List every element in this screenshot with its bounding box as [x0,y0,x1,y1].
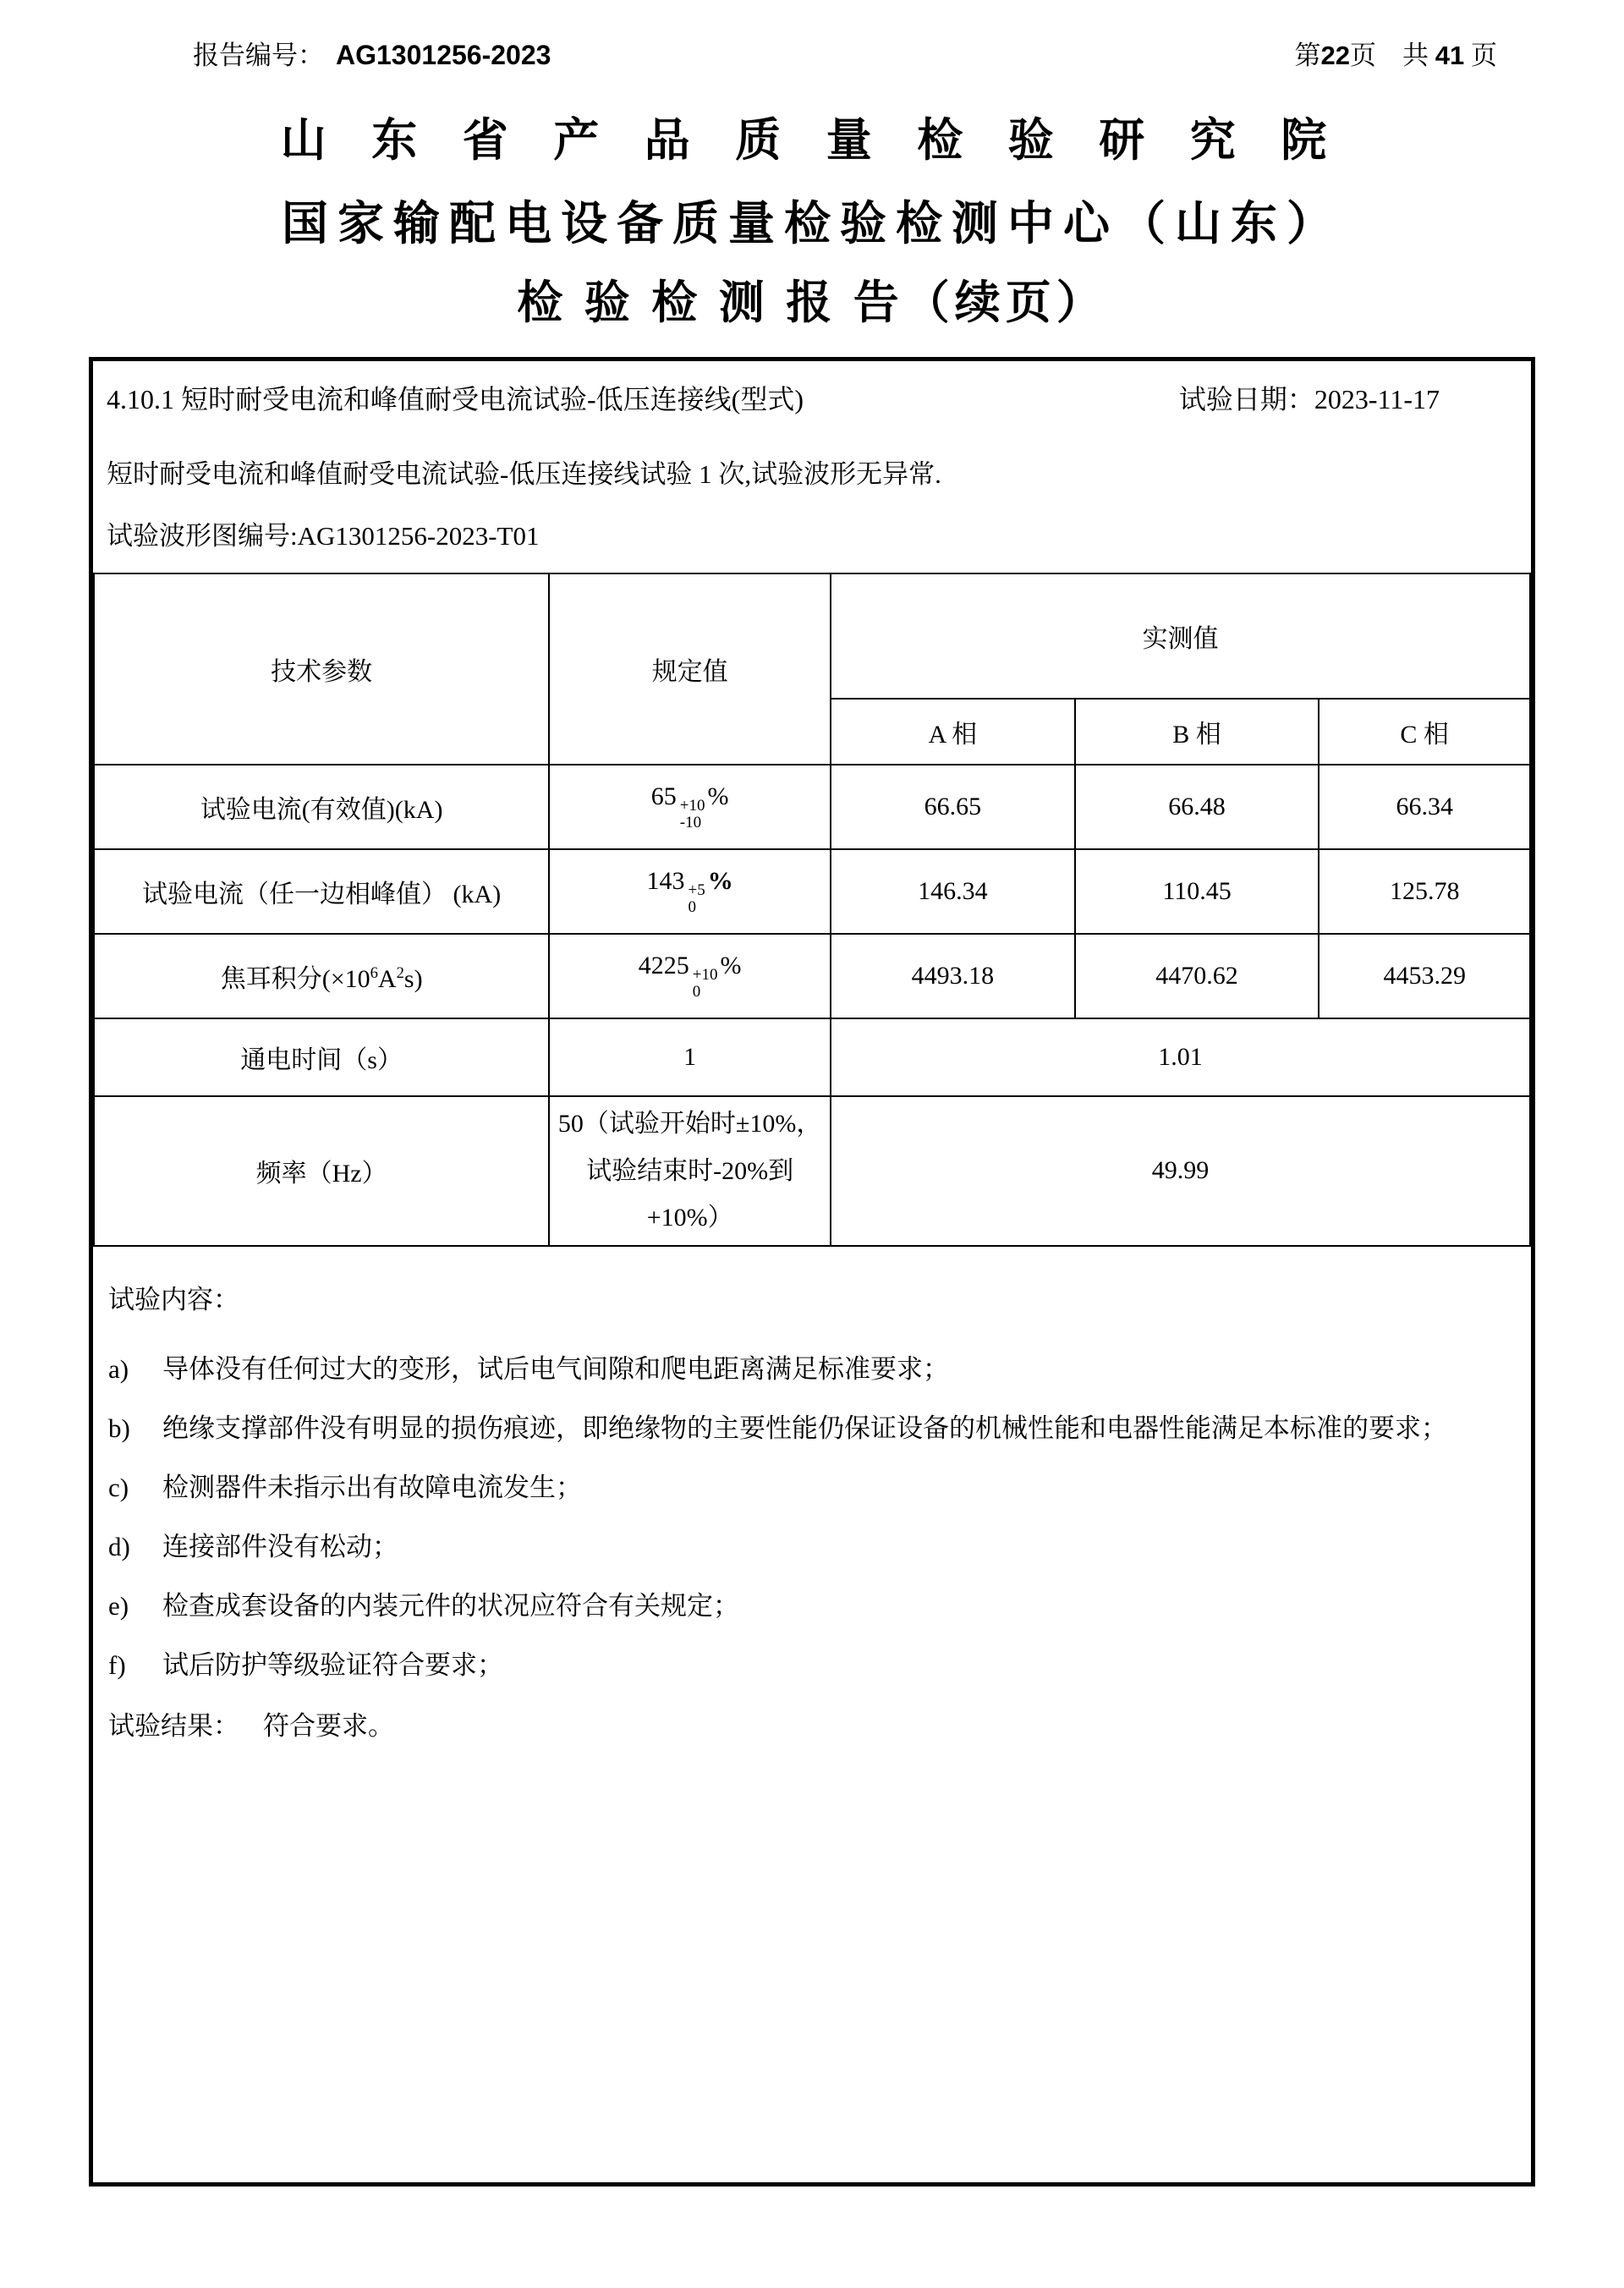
content-heading: 试验内容： [108,1284,239,1314]
page-total: 41 [1435,41,1465,70]
spec-joule: 4225 +10 0 % [549,934,831,1018]
header-phase-c: C 相 [1319,699,1530,765]
title-block [0,104,1624,332]
waveform-number: 试验波形图编号:AG1301256-2023-T01 [107,521,540,551]
value-current-rms-a: 66.65 [831,765,1075,849]
test-content-section [93,1247,1531,1756]
value-joule-a: 4493.18 [831,934,1075,1018]
page-suffix: 页 [1464,41,1497,70]
tolerance-stack: +5 0 [688,881,705,916]
value-joule-b: 4470.62 [1075,934,1320,1018]
list-item [108,1458,1514,1517]
list-item [108,1636,1514,1695]
item-label: f) [108,1649,126,1680]
section-heading-row [93,361,1531,417]
document-header [0,0,1624,72]
report-number-label: 报告编号： [193,41,324,70]
list-item [108,1577,1514,1636]
institute-title: 山 东 省 产 品 质 量 检 验 研 究 院 [280,115,1344,166]
section-heading: 4.10.1 短时耐受电流和峰值耐受电流试验-低压连接线(型式) [107,384,804,414]
table-row-current-peak [94,849,1530,934]
spec-frequency: 50（试验开始时±10%，试验结束时-20%到+10%） [549,1096,831,1246]
test-summary: 短时耐受电流和峰值耐受电流试验-低压连接线试验 1 次,试验波形无异常. [107,459,941,489]
value-current-peak-a: 146.34 [831,849,1075,934]
param-current-rms: 试验电流(有效值)(kA) [94,765,549,849]
value-current-rms-b: 66.48 [1075,765,1320,849]
list-item [108,1399,1514,1458]
item-label: a) [108,1353,129,1384]
header-measured: 实测值 [831,573,1530,699]
report-title: 检 验 检 测 报 告（续页） [517,277,1107,328]
header-param: 技术参数 [94,573,549,765]
value-duration: 1.01 [831,1018,1530,1096]
list-item [108,1517,1514,1577]
item-label: b) [108,1413,130,1443]
report-number-line [193,34,551,72]
list-item [108,1340,1514,1399]
item-text: 检测器件未指示出有故障电流发生； [162,1472,582,1502]
report-number-value: AG1301256-2023 [336,40,551,70]
test-date-line [1179,378,1440,417]
page-number-line [1295,34,1497,72]
tolerance-stack: +10 0 [692,966,718,1001]
test-date-label: 试验日期： [1178,384,1314,414]
item-label: e) [108,1590,129,1621]
spec-current-rms: 65 +10 -10 % [549,765,831,849]
page-current: 22 [1320,41,1351,70]
value-current-rms-c: 66.34 [1319,765,1530,849]
param-frequency: 频率（Hz） [94,1096,549,1246]
page-mid: 页 共 [1350,41,1435,70]
item-text: 试后防护等级验证符合要求； [162,1649,503,1680]
table-header-row-1 [94,573,1530,699]
header-phase-b: B 相 [1075,699,1320,765]
result-label: 试验结果： [108,1710,239,1741]
test-result-line [108,1697,1514,1756]
item-text: 检查成套设备的内装元件的状况应符合有关规定； [162,1590,739,1621]
value-current-peak-b: 110.45 [1075,849,1320,934]
center-title: 国家输配电设备质量检验检测中心（山东） [281,198,1342,250]
param-duration: 通电时间（s） [94,1018,549,1096]
item-text: 绝缘支撑部件没有明显的损伤痕迹，即绝缘物的主要性能仍保证设备的机械性能和电器性能满足本标准的要求； [162,1413,1447,1443]
value-joule-c: 4453.29 [1319,934,1530,1018]
value-frequency: 49.99 [831,1096,1530,1246]
table-row-frequency [94,1096,1530,1246]
header-phase-a: A 相 [831,699,1075,765]
param-current-peak: 试验电流（任一边相峰值） (kA) [94,849,549,934]
param-joule: 焦耳积分$(\times 10^6A^2s)$ [94,934,549,1018]
report-body-box [89,357,1535,2186]
spec-duration: 1 [549,1018,831,1096]
header-spec: 规定值 [549,573,831,765]
item-label: d) [108,1531,130,1561]
item-text: 导体没有任何过大的变形，试后电气间隙和爬电距离满足标准要求； [162,1353,949,1384]
table-row-duration [94,1018,1530,1096]
spec-current-peak: 143 +5 0 % [549,849,831,934]
tolerance-stack: +10 -10 [679,797,705,831]
item-text: 连接部件没有松动； [162,1531,398,1561]
item-label: c) [108,1472,129,1502]
page-prefix: 第 [1294,41,1321,70]
value-current-peak-c: 125.78 [1319,849,1530,934]
results-table [93,573,1531,1247]
test-date-value: 2023-11-17 [1314,384,1440,414]
result-value: 符合要求。 [263,1710,394,1741]
table-row-current-rms [94,765,1530,849]
table-row-joule [94,934,1530,1018]
